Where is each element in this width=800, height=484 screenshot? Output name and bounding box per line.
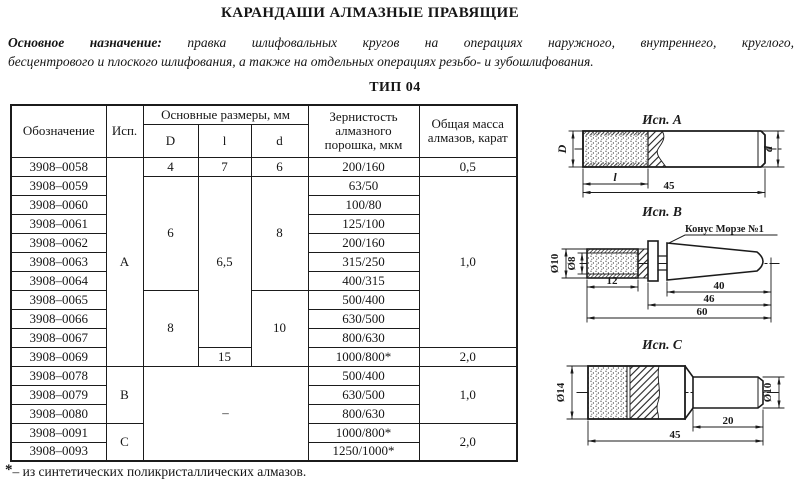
spec-table	[10, 104, 518, 462]
col-header-l: l	[198, 124, 251, 157]
dim-label-12: 12	[606, 275, 618, 287]
cell-d: 6	[251, 157, 308, 176]
col-header-dims-group: Основные размеры, мм	[143, 105, 308, 124]
cell-grain: 100/80	[308, 195, 419, 214]
table-row	[11, 157, 517, 176]
purpose-label: Основное назначение:	[8, 35, 162, 50]
cell-grain: 1000/800*	[308, 423, 419, 442]
crimp-band	[583, 163, 648, 168]
dim-label-45: 45	[669, 429, 681, 441]
note-leader-line	[667, 235, 777, 244]
shank	[693, 377, 763, 408]
cell-version: B	[106, 366, 143, 423]
dim-label-40: 40	[713, 280, 725, 292]
dim-label-d: d	[761, 146, 775, 152]
morse-taper-note: Конус Морзе №1	[685, 224, 764, 235]
dim-label-20: 20	[722, 415, 734, 427]
cell-designation: 3908–0061	[11, 214, 106, 233]
cell-l: 15	[198, 347, 251, 366]
cell-grain: 400/315	[308, 271, 419, 290]
drawing-c	[555, 337, 784, 445]
col-header-version: Исп.	[106, 105, 143, 157]
cell-designation: 3908–0069	[11, 347, 106, 366]
dim-label-45: 45	[663, 180, 675, 192]
dim-label-l: l	[613, 170, 617, 184]
drawing-c-title: Исп. C	[642, 337, 682, 352]
cell-grain: 630/500	[308, 309, 419, 328]
drawing-a-title: Исп. A	[642, 112, 682, 127]
col-header-D: D	[143, 124, 198, 157]
col-header-designation: Обозначение	[11, 105, 106, 157]
cell-d: 10	[251, 290, 308, 366]
cell-grain: 800/630	[308, 328, 419, 347]
cell-mass: 2,0	[419, 423, 517, 461]
cell-designation: 3908–0058	[11, 157, 106, 176]
cell-grain: 1250/1000*	[308, 442, 419, 461]
cell-designation: 3908–0080	[11, 404, 106, 423]
cell-designation: 3908–0093	[11, 442, 106, 461]
purpose-line-1	[8, 33, 794, 52]
diamond-layer	[588, 366, 627, 419]
morse-cone	[667, 243, 763, 280]
cell-version: C	[106, 423, 143, 461]
purpose-line-1-text: правка шлифовальных кругов на операциях наружного, внутреннего, круглого,	[187, 35, 795, 50]
cell-designation: 3908–0065	[11, 290, 106, 309]
cell-grain: 630/500	[308, 385, 419, 404]
drawing-b	[549, 204, 779, 322]
cell-designation: 3908–0060	[11, 195, 106, 214]
cell-dims-dash: –	[143, 366, 308, 461]
table-row	[11, 176, 517, 195]
cell-grain: 200/160	[308, 233, 419, 252]
cell-mass: 1,0	[419, 176, 517, 347]
cell-grain: 500/400	[308, 366, 419, 385]
cell-designation: 3908–0062	[11, 233, 106, 252]
col-header-d: d	[251, 124, 308, 157]
table-header-row-1	[11, 105, 517, 124]
diamond-layer	[587, 253, 638, 274]
drawing-b-title: Исп. B	[642, 204, 682, 219]
footnote-asterisk: *	[5, 462, 13, 478]
cell-designation: 3908–0078	[11, 366, 106, 385]
braze-section	[630, 366, 659, 419]
footnote	[5, 464, 306, 480]
type-heading: ТИП 04	[369, 80, 421, 95]
technical-drawings	[535, 100, 800, 462]
cell-D: 6	[143, 176, 198, 290]
cell-grain: 1000/800*	[308, 347, 419, 366]
cell-designation: 3908–0064	[11, 271, 106, 290]
cell-grain: 315/250	[308, 252, 419, 271]
cell-designation: 3908–0059	[11, 176, 106, 195]
cell-mass: 1,0	[419, 366, 517, 423]
footnote-text: – из синтетических поликристаллических алмазов.	[12, 464, 307, 479]
dim-label-D: D	[555, 144, 569, 154]
cell-designation: 3908–0091	[11, 423, 106, 442]
cell-l: 6,5	[198, 176, 251, 347]
cell-designation: 3908–0079	[11, 385, 106, 404]
crimp-band	[583, 131, 648, 136]
cell-grain: 125/100	[308, 214, 419, 233]
cell-grain: 63/50	[308, 176, 419, 195]
cell-l: 7	[198, 157, 251, 176]
cell-D: 8	[143, 290, 198, 366]
diamond-layer	[583, 131, 648, 167]
cell-designation: 3908–0063	[11, 252, 106, 271]
cell-grain: 500/400	[308, 290, 419, 309]
cell-D: 4	[143, 157, 198, 176]
cell-mass: 2,0	[419, 347, 517, 366]
purpose-line-2: бесцентрового и плоского шлифования, а также на отдельных операциях резьбо- и зубошлифования.	[8, 54, 594, 69]
cell-designation: 3908–0067	[11, 328, 106, 347]
table-row	[11, 366, 517, 385]
cell-version: A	[106, 157, 143, 366]
dim-label-d10: Ø10	[762, 382, 774, 403]
dim-label-60: 60	[696, 306, 708, 318]
dim-label-d10: Ø10	[549, 253, 561, 274]
holder-collar	[648, 241, 658, 281]
col-header-grain: Зернистость алмазного порошка, мкм	[308, 105, 419, 157]
cell-d: 8	[251, 176, 308, 290]
page-title: КАРАНДАШИ АЛМАЗНЫЕ ПРАВЯЩИЕ	[221, 5, 519, 21]
dim-label-d14: Ø14	[555, 382, 567, 403]
braze-section	[638, 249, 648, 278]
purpose-paragraph	[8, 33, 794, 71]
cell-designation: 3908–0066	[11, 309, 106, 328]
dim-label-d8: Ø8	[566, 256, 578, 271]
cell-grain: 200/160	[308, 157, 419, 176]
cell-mass: 0,5	[419, 157, 517, 176]
dim-label-46: 46	[703, 293, 715, 305]
cell-grain: 800/630	[308, 404, 419, 423]
crimp-band	[587, 249, 638, 253]
drawing-a	[555, 112, 784, 197]
col-header-mass: Общая масса алмазов, карат	[419, 105, 517, 157]
